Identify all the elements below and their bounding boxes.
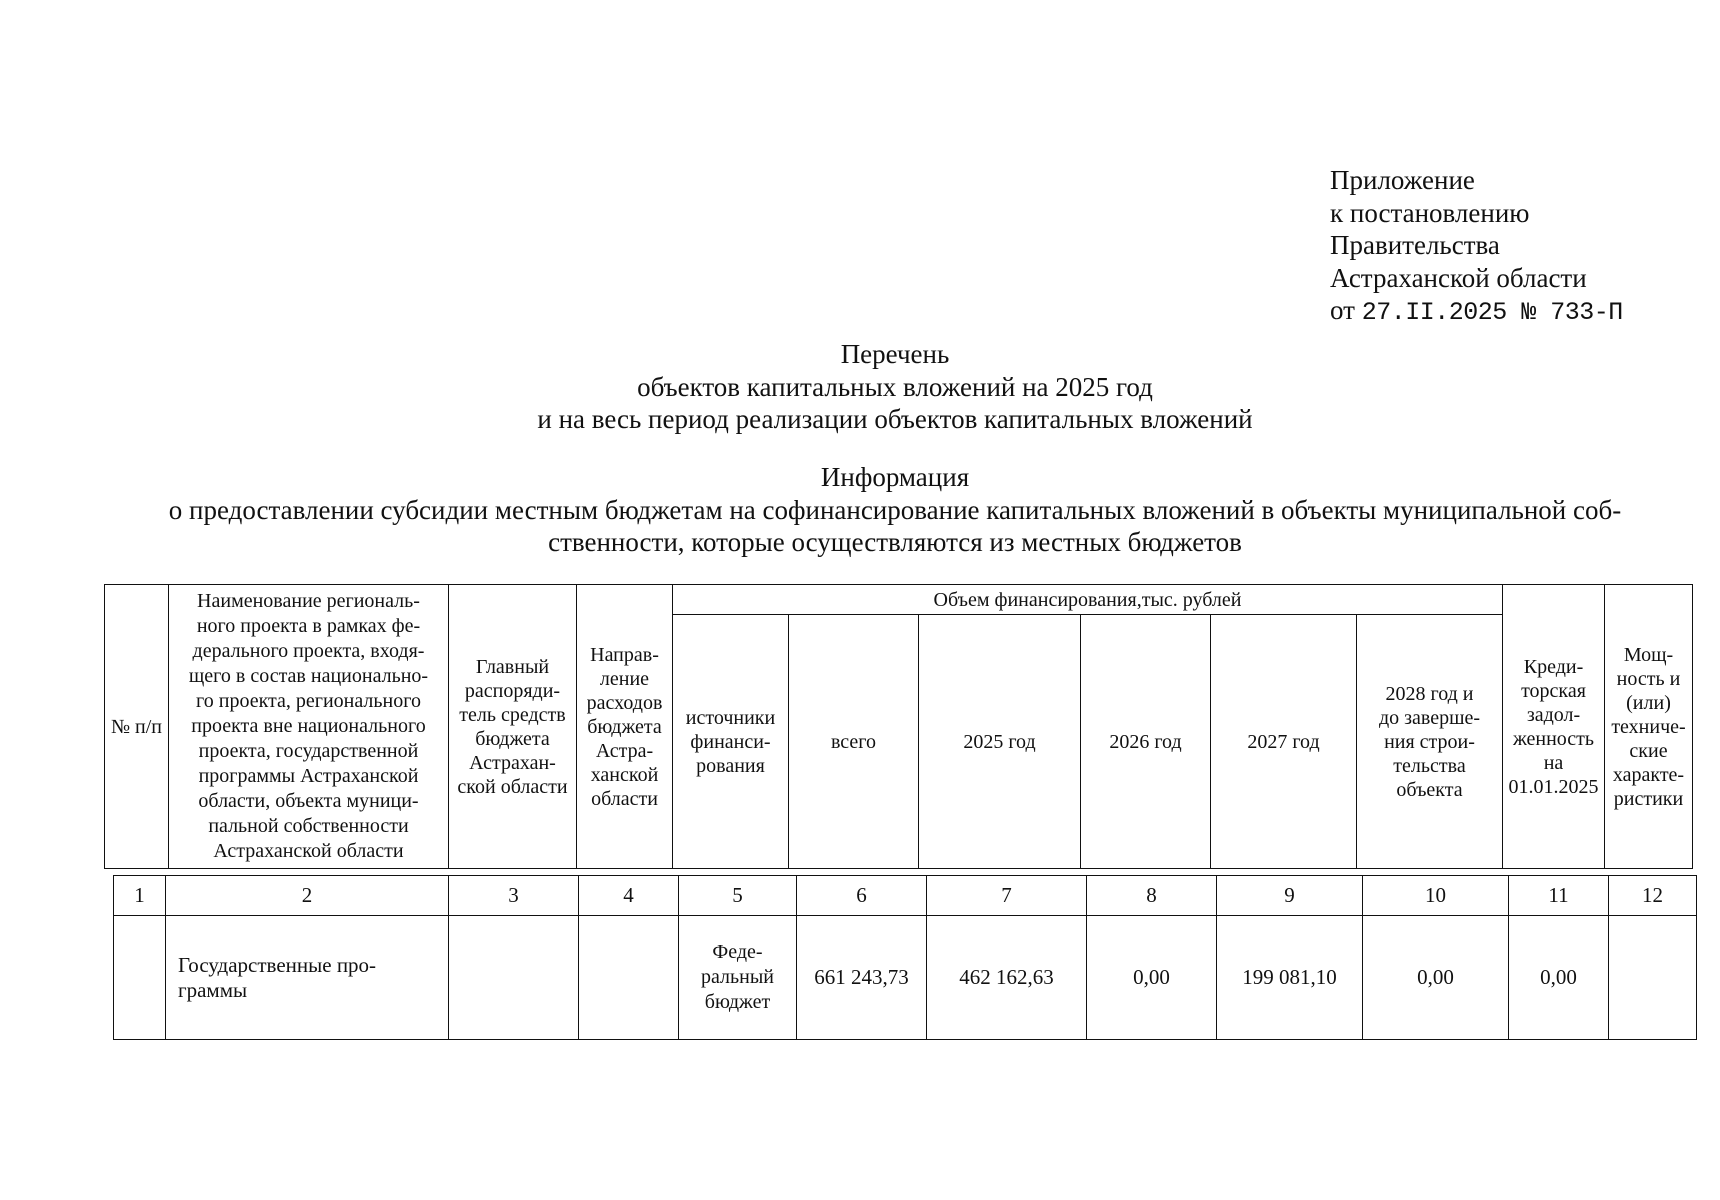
row-total: 661 243,73: [797, 916, 927, 1040]
header-direction: [577, 585, 673, 869]
row-num: [114, 916, 166, 1040]
column-number-row: [114, 876, 1697, 916]
column-number: 6: [797, 876, 927, 916]
header-credit: [1503, 585, 1605, 869]
header-2027: 2027 год: [1211, 615, 1357, 869]
title-line-3: и на весь период реализации объектов капитальных вложений: [537, 404, 1253, 434]
header-capacity-line: ристики: [1613, 787, 1684, 810]
row-2028: 0,00: [1363, 916, 1509, 1040]
column-number: 3: [449, 876, 579, 916]
header-main-manager-line: Главный: [475, 655, 550, 678]
header-funding-volume: Объем финансирования,тыс. рублей: [673, 585, 1503, 615]
header-main-manager-line: распоряди-: [464, 679, 561, 702]
appendix-date-line: [1330, 294, 1623, 330]
header-name-line: дерального проекта, входя-: [192, 640, 425, 662]
header-name-line: Астраханской области: [213, 840, 404, 862]
column-number: 8: [1087, 876, 1217, 916]
header-name-line: ного проекта в рамках фе-: [196, 615, 421, 637]
header-name-line: щего в состав национально-: [188, 665, 429, 687]
header-name-line: программы Астраханской: [198, 765, 419, 787]
row-name-line: граммы: [178, 977, 248, 1002]
header-table: [104, 584, 1693, 869]
header-capacity: [1605, 585, 1693, 869]
header-2025: 2025 год: [919, 615, 1081, 869]
column-number: 11: [1509, 876, 1609, 916]
appendix-line: Приложение: [1330, 165, 1475, 195]
info-line-2: ственности, которые осуществляются из местных бюджетов: [548, 527, 1242, 557]
row-source-line: ральный: [701, 966, 774, 988]
column-number: 5: [679, 876, 797, 916]
header-name: [169, 585, 449, 869]
column-number: 2: [166, 876, 449, 916]
row-credit: 0,00: [1509, 916, 1609, 1040]
header-sources-line: рования: [696, 754, 765, 777]
header-main-manager: [449, 585, 577, 869]
date-prefix: от: [1330, 295, 1355, 325]
info-line-1: о предоставлении субсидии местным бюджетам на софинансирование капитальных вложений в объекты муниципальной соб-: [168, 494, 1622, 525]
header-main-manager-line: Астрахан-: [469, 751, 556, 774]
header-credit-line: Креди-: [1523, 655, 1584, 678]
column-number: 7: [927, 876, 1087, 916]
header-credit-line: 01.01.2025: [1508, 775, 1599, 798]
header-direction-line: бюджета: [587, 715, 662, 738]
header-sources-line: источники: [685, 706, 776, 729]
row-source-line: Феде-: [712, 941, 763, 963]
row-name-line: Государственные про-: [178, 952, 377, 977]
appendix-line: Астраханской области: [1330, 262, 1587, 293]
header-2028-line: 2028 год и: [1385, 682, 1474, 705]
header-direction-line: Астра-: [595, 739, 654, 762]
column-number: 10: [1363, 876, 1509, 916]
row-direction: [579, 916, 679, 1040]
row-manager: [449, 916, 579, 1040]
header-credit-line: торская: [1521, 679, 1586, 702]
header-capacity-line: ность и: [1616, 667, 1681, 690]
row-source-line: бюджет: [704, 991, 771, 1013]
header-2028-line: до заверше-: [1378, 706, 1481, 729]
title-line-1: Перечень: [840, 339, 950, 369]
header-capacity-line: характе-: [1612, 763, 1685, 786]
header-main-manager-line: ской области: [457, 775, 568, 798]
header-2026: 2026 год: [1081, 615, 1211, 869]
column-number: 4: [579, 876, 679, 916]
info-heading-block: [100, 461, 1690, 559]
header-2028-line: объекта: [1396, 778, 1463, 801]
header-capacity-line: (или): [1626, 691, 1671, 714]
header-direction-line: области: [591, 787, 658, 810]
header-capacity-line: Мощ-: [1623, 643, 1674, 666]
header-name-line: проекта, государственной: [198, 740, 419, 762]
appendix-block: [1330, 164, 1623, 330]
info-heading: Информация: [820, 462, 970, 492]
row-name: [166, 916, 449, 1040]
header-name-line: области, объекта муници-: [198, 790, 419, 812]
header-capacity-line: техниче-: [1611, 715, 1686, 738]
header-name-line: пальной собственности: [208, 815, 409, 837]
row-2026: 0,00: [1087, 916, 1217, 1040]
header-name-line: проекта вне национального: [191, 715, 426, 737]
header-direction-line: ханской: [590, 763, 659, 786]
column-number: 1: [114, 876, 166, 916]
header-2028-line: ния строи-: [1384, 730, 1475, 753]
header-2028-line: тельства: [1393, 754, 1466, 777]
date-value: 27.II.2025 № 733-П: [1361, 298, 1623, 327]
row-2025: 462 162,63: [927, 916, 1087, 1040]
header-sources: [673, 615, 789, 869]
header-credit-line: на: [1543, 751, 1564, 774]
column-number: 9: [1217, 876, 1363, 916]
row-capacity: [1609, 916, 1697, 1040]
header-credit-line: задол-: [1526, 703, 1581, 726]
header-credit-line: женность: [1512, 727, 1595, 750]
row-2027: 199 081,10: [1217, 916, 1363, 1040]
header-direction-line: Направ-: [590, 643, 659, 666]
header-direction-line: ление: [599, 667, 650, 690]
header-2028: [1357, 615, 1503, 869]
header-direction-line: расходов: [586, 691, 663, 714]
header-name-line: го проекта, регионального: [196, 690, 421, 712]
header-capacity-line: ские: [1629, 739, 1668, 762]
header-main-manager-line: бюджета: [475, 727, 550, 750]
header-name-line: Наименование региональ-: [197, 590, 420, 612]
header-total: всего: [789, 615, 919, 869]
column-number: 12: [1609, 876, 1697, 916]
appendix-line: Правительства: [1330, 230, 1500, 260]
document-title: [0, 338, 1720, 436]
row-source: [679, 916, 797, 1040]
header-sources-line: финанси-: [690, 730, 771, 753]
title-line-2: объектов капитальных вложений на 2025 год: [637, 371, 1153, 402]
appendix-line: к постановлению: [1330, 197, 1530, 228]
table-row: [114, 916, 1697, 1040]
data-table: [113, 875, 1697, 1040]
header-main-manager-line: тель средств: [459, 703, 566, 726]
header-num: № п/п: [105, 585, 169, 869]
